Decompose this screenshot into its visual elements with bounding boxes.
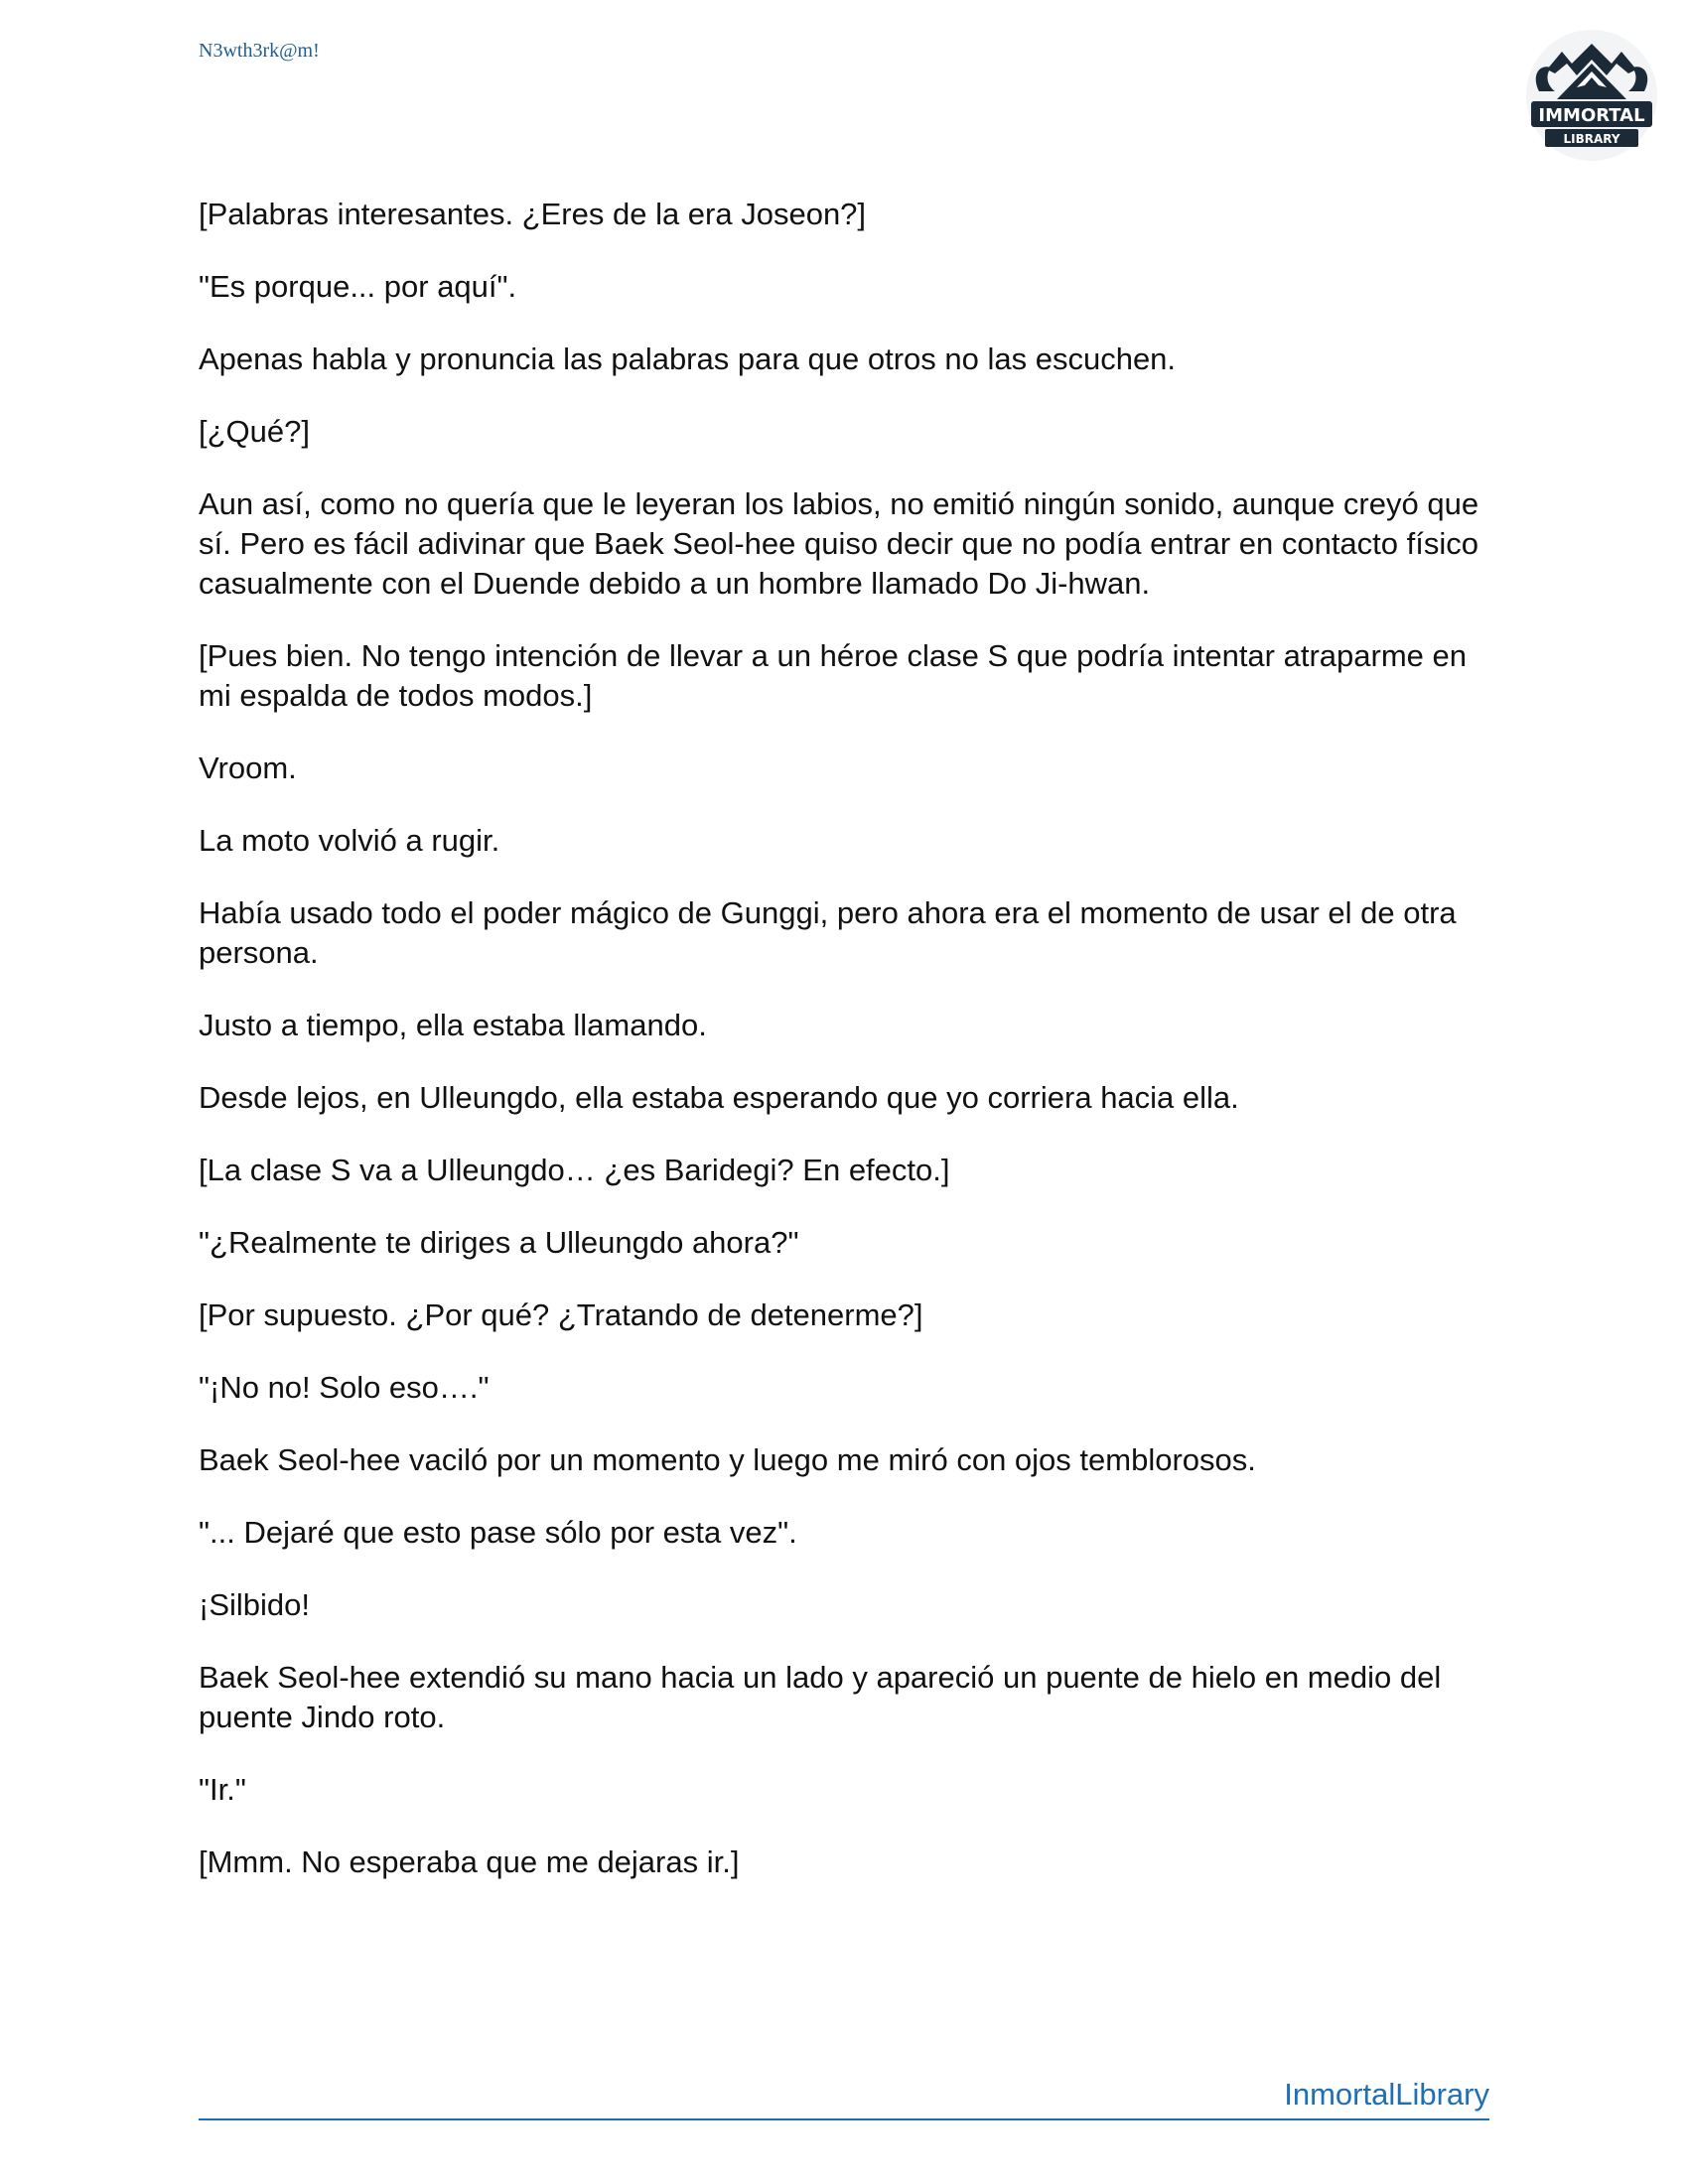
paragraph: [¿Qué?]: [199, 414, 310, 449]
paragraph: La moto volvió a rugir.: [199, 823, 500, 858]
paragraph: "Ir.": [199, 1772, 246, 1807]
document-body: [199, 195, 1489, 1915]
logo-text-bottom: LIBRARY: [1563, 132, 1620, 146]
logo-text-top: IMMORTAL: [1538, 105, 1645, 126]
paragraph: Baek Seol-hee vaciló por un momento y luego me miró con ojos temblorosos.: [199, 1442, 1256, 1477]
paragraph: Baek Seol-hee extendió su mano hacia un lado y apareció un puente de hielo en medio del puente Jindo roto.: [199, 1660, 1442, 1734]
paragraph: Justo a tiempo, ella estaba llamando.: [199, 1008, 707, 1042]
paragraph: Vroom.: [199, 751, 297, 785]
paragraph: Apenas habla y pronuncia las palabras para que otros no las escuchen.: [199, 341, 1177, 376]
paragraph: [Mmm. No esperaba que me dejaras ir.]: [199, 1844, 740, 1879]
paragraph: [Palabras interesantes. ¿Eres de la era Joseon?]: [199, 197, 867, 231]
paragraph: [Pues bien. No tengo intención de llevar a un héroe clase S que podría intentar atraparme en mi espalda de todos modos.]: [199, 638, 1467, 713]
paragraph: "¡No no! Solo eso….": [199, 1370, 490, 1405]
paragraph: "... Dejaré que esto pase sólo por esta vez".: [199, 1515, 797, 1550]
paragraph: "¿Realmente te diriges a Ulleungdo ahora?": [199, 1225, 799, 1260]
footer-link-label[interactable]: InmortalLibrary: [1284, 2077, 1489, 2112]
paragraph: Desde lejos, en Ulleungdo, ella estaba esperando que yo corriera hacia ella.: [199, 1080, 1239, 1115]
immortal-library-logo: [1517, 30, 1666, 169]
paragraph: Aun así, como no quería que le leyeran los labios, no emitió ningún sonido, aunque creyó que sí. Pero es fácil adivinar que Baek Seol-hee quiso decir que no podía entrar en contacto físico casualmente con el Duende debido a un hombre llamado Do Ji-hwan.: [199, 486, 1479, 601]
paragraph: Había usado todo el poder mágico de Gunggi, pero ahora era el momento de usar el de otra persona.: [199, 895, 1457, 970]
header-tag: N3wth3rk@m!: [199, 40, 320, 62]
paragraph: [Por supuesto. ¿Por qué? ¿Tratando de detenerme?]: [199, 1297, 923, 1332]
paragraph: [La clase S va a Ulleungdo… ¿es Baridegi? En efecto.]: [199, 1153, 950, 1187]
footer-link[interactable]: [199, 2077, 1489, 2120]
paragraph: ¡Silbido!: [199, 1587, 310, 1622]
paragraph: "Es porque... por aquí".: [199, 269, 517, 304]
